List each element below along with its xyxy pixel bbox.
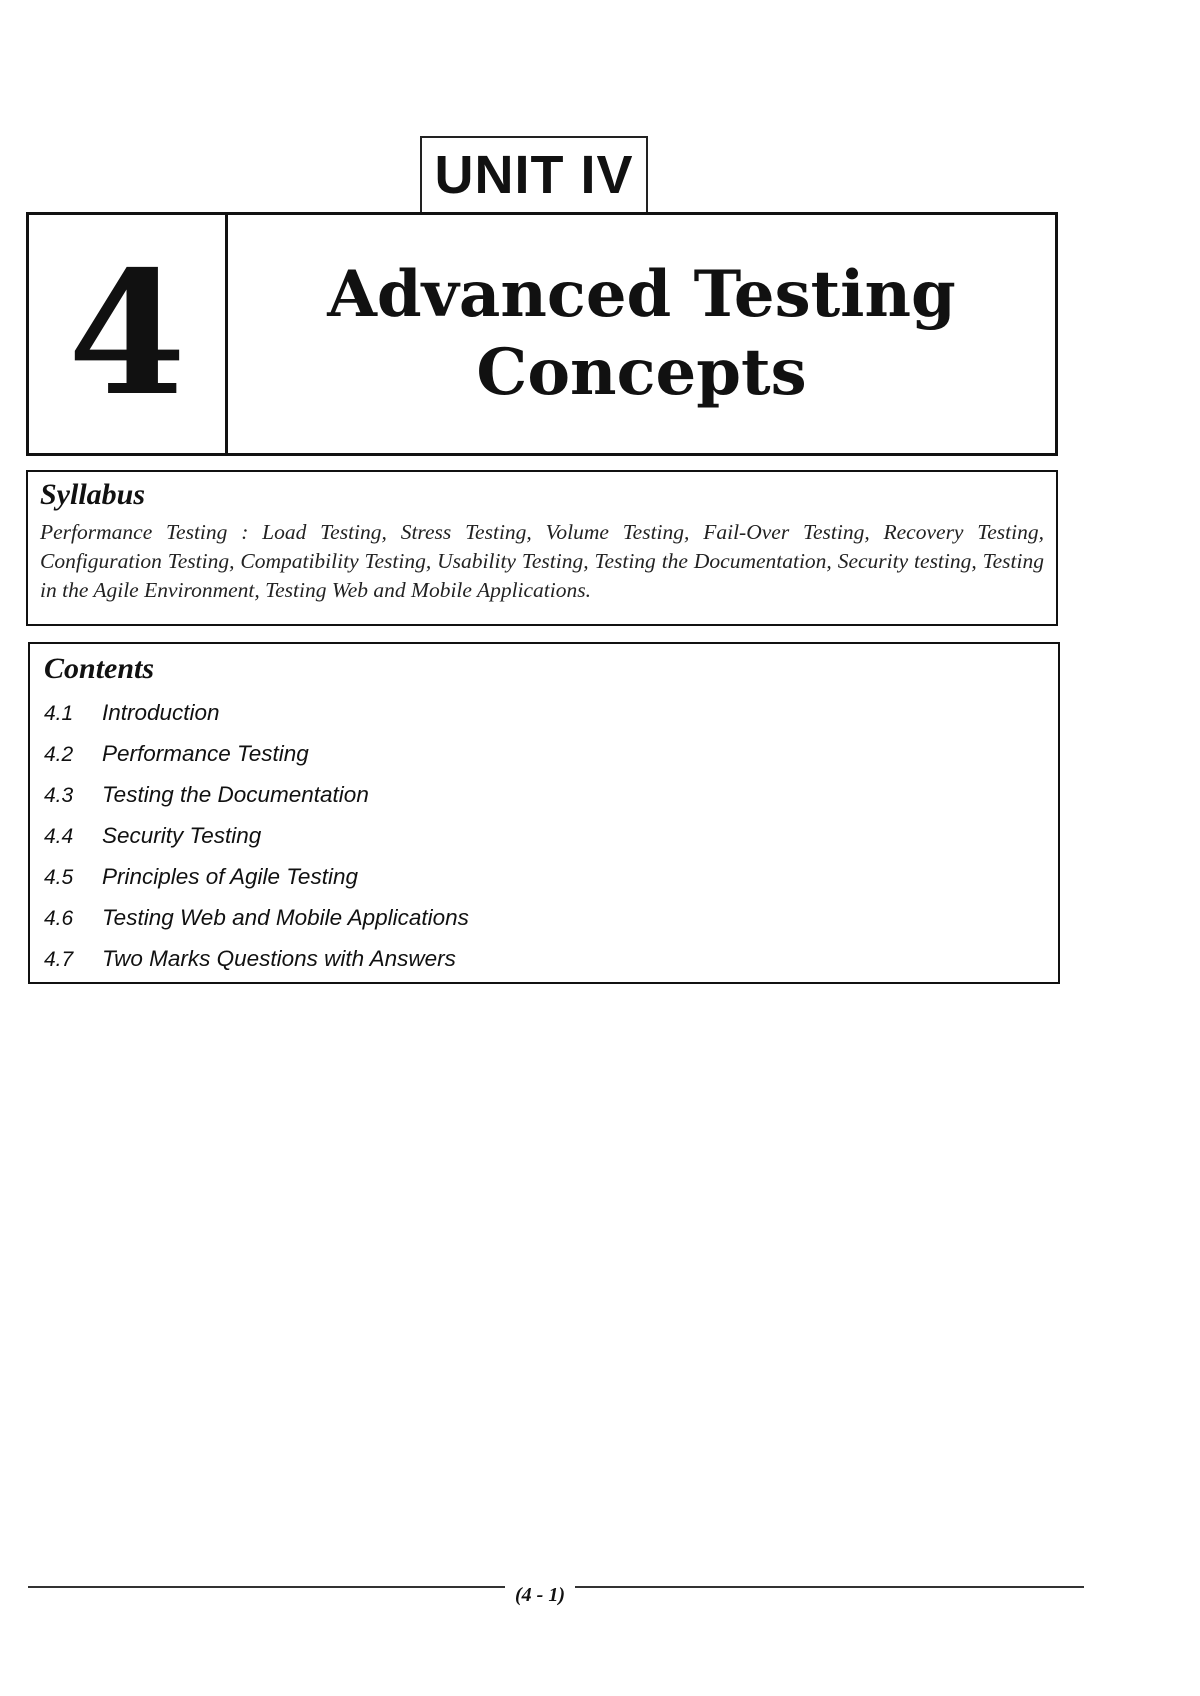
contents-heading: Contents bbox=[44, 652, 155, 685]
contents-item-title: Testing Web and Mobile Applications bbox=[102, 905, 469, 930]
contents-item-number: 4.5 bbox=[44, 866, 74, 889]
contents-item-number: 4.6 bbox=[44, 907, 74, 930]
chapter-header bbox=[26, 212, 1058, 456]
chapter-title-line1: Advanced Testing bbox=[327, 256, 956, 332]
chapter-title-line2: Concepts bbox=[476, 335, 807, 410]
contents-item bbox=[44, 938, 1044, 979]
contents-item bbox=[44, 733, 1044, 774]
contents-list bbox=[44, 692, 1044, 979]
contents-item bbox=[44, 815, 1044, 856]
syllabus-text: Performance Testing : Load Testing, Stress Testing, Volume Testing, Fail-Over Testing, Recovery Testing, Configuration Testing, Compatibility Testing, Usability Testing, Testing the Documentation, Security testing, Testing in the Agile Environment, Testing Web and Mobile Applications. bbox=[40, 520, 1044, 602]
syllabus-section bbox=[26, 470, 1058, 626]
contents-item-title: Testing the Documentation bbox=[102, 782, 369, 807]
contents-item-title: Security Testing bbox=[102, 823, 262, 848]
chapter-number: 4 bbox=[29, 215, 228, 453]
contents-item bbox=[44, 692, 1044, 733]
contents-section bbox=[28, 642, 1060, 984]
page-number: (4 - 1) bbox=[505, 1584, 575, 1606]
contents-item-number: 4.4 bbox=[44, 825, 74, 848]
contents-item bbox=[44, 774, 1044, 815]
unit-label: UNIT IV bbox=[420, 136, 648, 214]
contents-item-number: 4.2 bbox=[44, 743, 74, 766]
contents-item bbox=[44, 897, 1044, 938]
page-number-container bbox=[0, 1584, 1080, 1607]
contents-item-number: 4.7 bbox=[44, 948, 74, 971]
contents-item bbox=[44, 856, 1044, 897]
syllabus-heading: Syllabus bbox=[40, 478, 146, 511]
contents-item-number: 4.1 bbox=[44, 702, 74, 725]
chapter-title bbox=[228, 215, 1055, 453]
contents-item-title: Performance Testing bbox=[102, 741, 309, 766]
contents-item-title: Two Marks Questions with Answers bbox=[102, 946, 456, 971]
contents-item-title: Principles of Agile Testing bbox=[102, 864, 358, 889]
contents-item-title: Introduction bbox=[102, 700, 220, 725]
contents-item-number: 4.3 bbox=[44, 784, 74, 807]
